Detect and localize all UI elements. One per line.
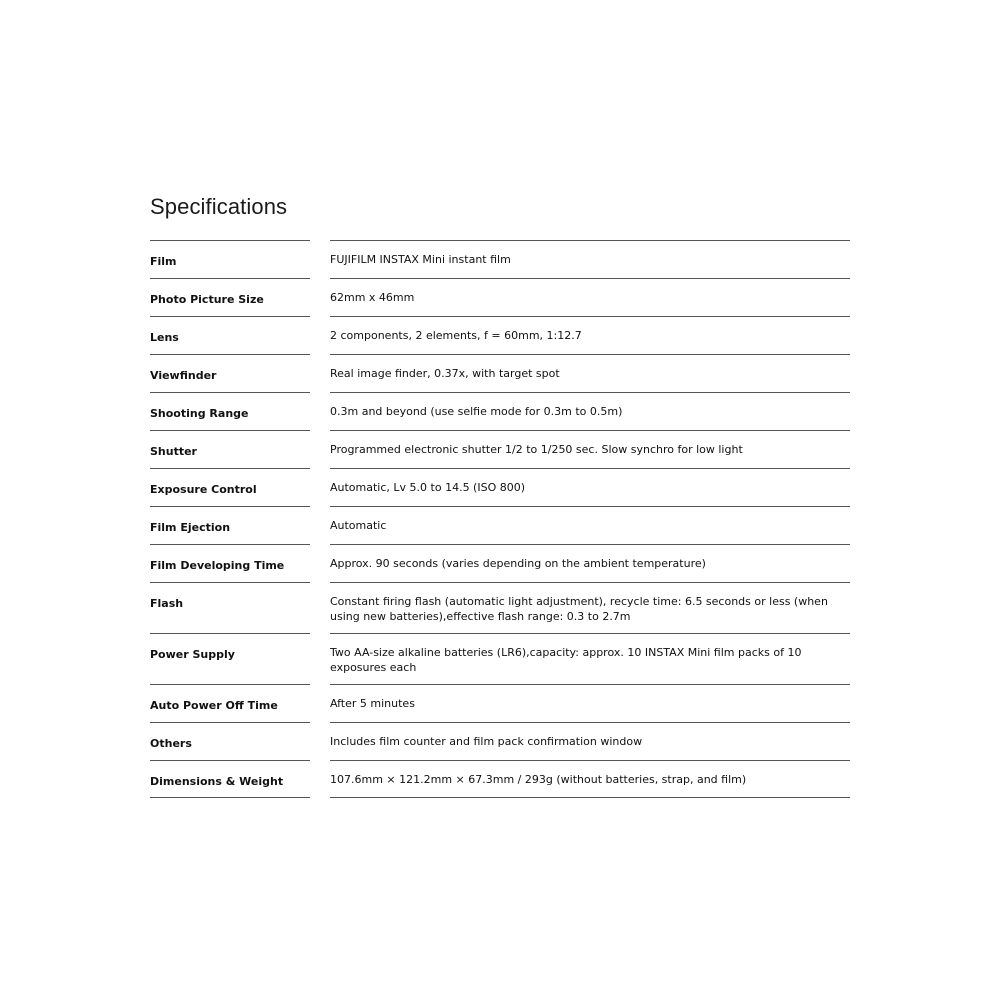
spec-value: After 5 minutes [330, 684, 850, 722]
spec-value: Includes film counter and film pack confirmation window [330, 722, 850, 760]
spec-row-viewfinder [150, 354, 850, 392]
spec-value: Constant firing flash (automatic light adjustment), recycle time: 6.5 seconds or less (when using new batteries),effective flash range: 0.3 to 2.7m [330, 582, 850, 633]
spec-value: Programmed electronic shutter 1/2 to 1/250 sec. Slow synchro for low light [330, 430, 850, 468]
spec-label: Dimensions & Weight [150, 760, 310, 798]
spec-row-power-supply [150, 633, 850, 684]
spec-label: Lens [150, 316, 310, 354]
spec-value: Approx. 90 seconds (varies depending on the ambient temperature) [330, 544, 850, 582]
spec-label: Film Ejection [150, 506, 310, 544]
spec-label: Film Developing Time [150, 544, 310, 582]
spec-value: 0.3m and beyond (use selfie mode for 0.3m to 0.5m) [330, 392, 850, 430]
spec-row-photo-picture-size [150, 278, 850, 316]
specifications-table [150, 240, 850, 798]
spec-label: Auto Power Off Time [150, 684, 310, 722]
spec-label: Photo Picture Size [150, 278, 310, 316]
spec-row-flash [150, 582, 850, 633]
spec-value: 2 components, 2 elements, f = 60mm, 1:12.7 [330, 316, 850, 354]
spec-value: Two AA-size alkaline batteries (LR6),capacity: approx. 10 INSTAX Mini film packs of 10 exposures each [330, 633, 850, 684]
spec-label: Exposure Control [150, 468, 310, 506]
spec-value: Automatic, Lv 5.0 to 14.5 (ISO 800) [330, 468, 850, 506]
spec-label: Flash [150, 582, 310, 633]
spec-value: Real image finder, 0.37x, with target spot [330, 354, 850, 392]
spec-row-shooting-range [150, 392, 850, 430]
spec-row-auto-power-off-time [150, 684, 850, 722]
page-title: Specifications [150, 194, 288, 219]
spec-value: 62mm x 46mm [330, 278, 850, 316]
spec-row-dimensions-weight [150, 760, 850, 798]
spec-label: Film [150, 240, 310, 278]
spec-row-film-developing-time [150, 544, 850, 582]
spec-row-film [150, 240, 850, 278]
spec-row-shutter [150, 430, 850, 468]
spec-label: Shooting Range [150, 392, 310, 430]
spec-row-film-ejection [150, 506, 850, 544]
spec-row-others [150, 722, 850, 760]
spec-value: 107.6mm × 121.2mm × 67.3mm / 293g (without batteries, strap, and film) [330, 760, 850, 798]
spec-label: Viewfinder [150, 354, 310, 392]
spec-row-exposure-control [150, 468, 850, 506]
spec-label: Power Supply [150, 633, 310, 684]
spec-label: Others [150, 722, 310, 760]
spec-label: Shutter [150, 430, 310, 468]
spec-row-lens [150, 316, 850, 354]
spec-value: Automatic [330, 506, 850, 544]
spec-value: FUJIFILM INSTAX Mini instant film [330, 240, 850, 278]
